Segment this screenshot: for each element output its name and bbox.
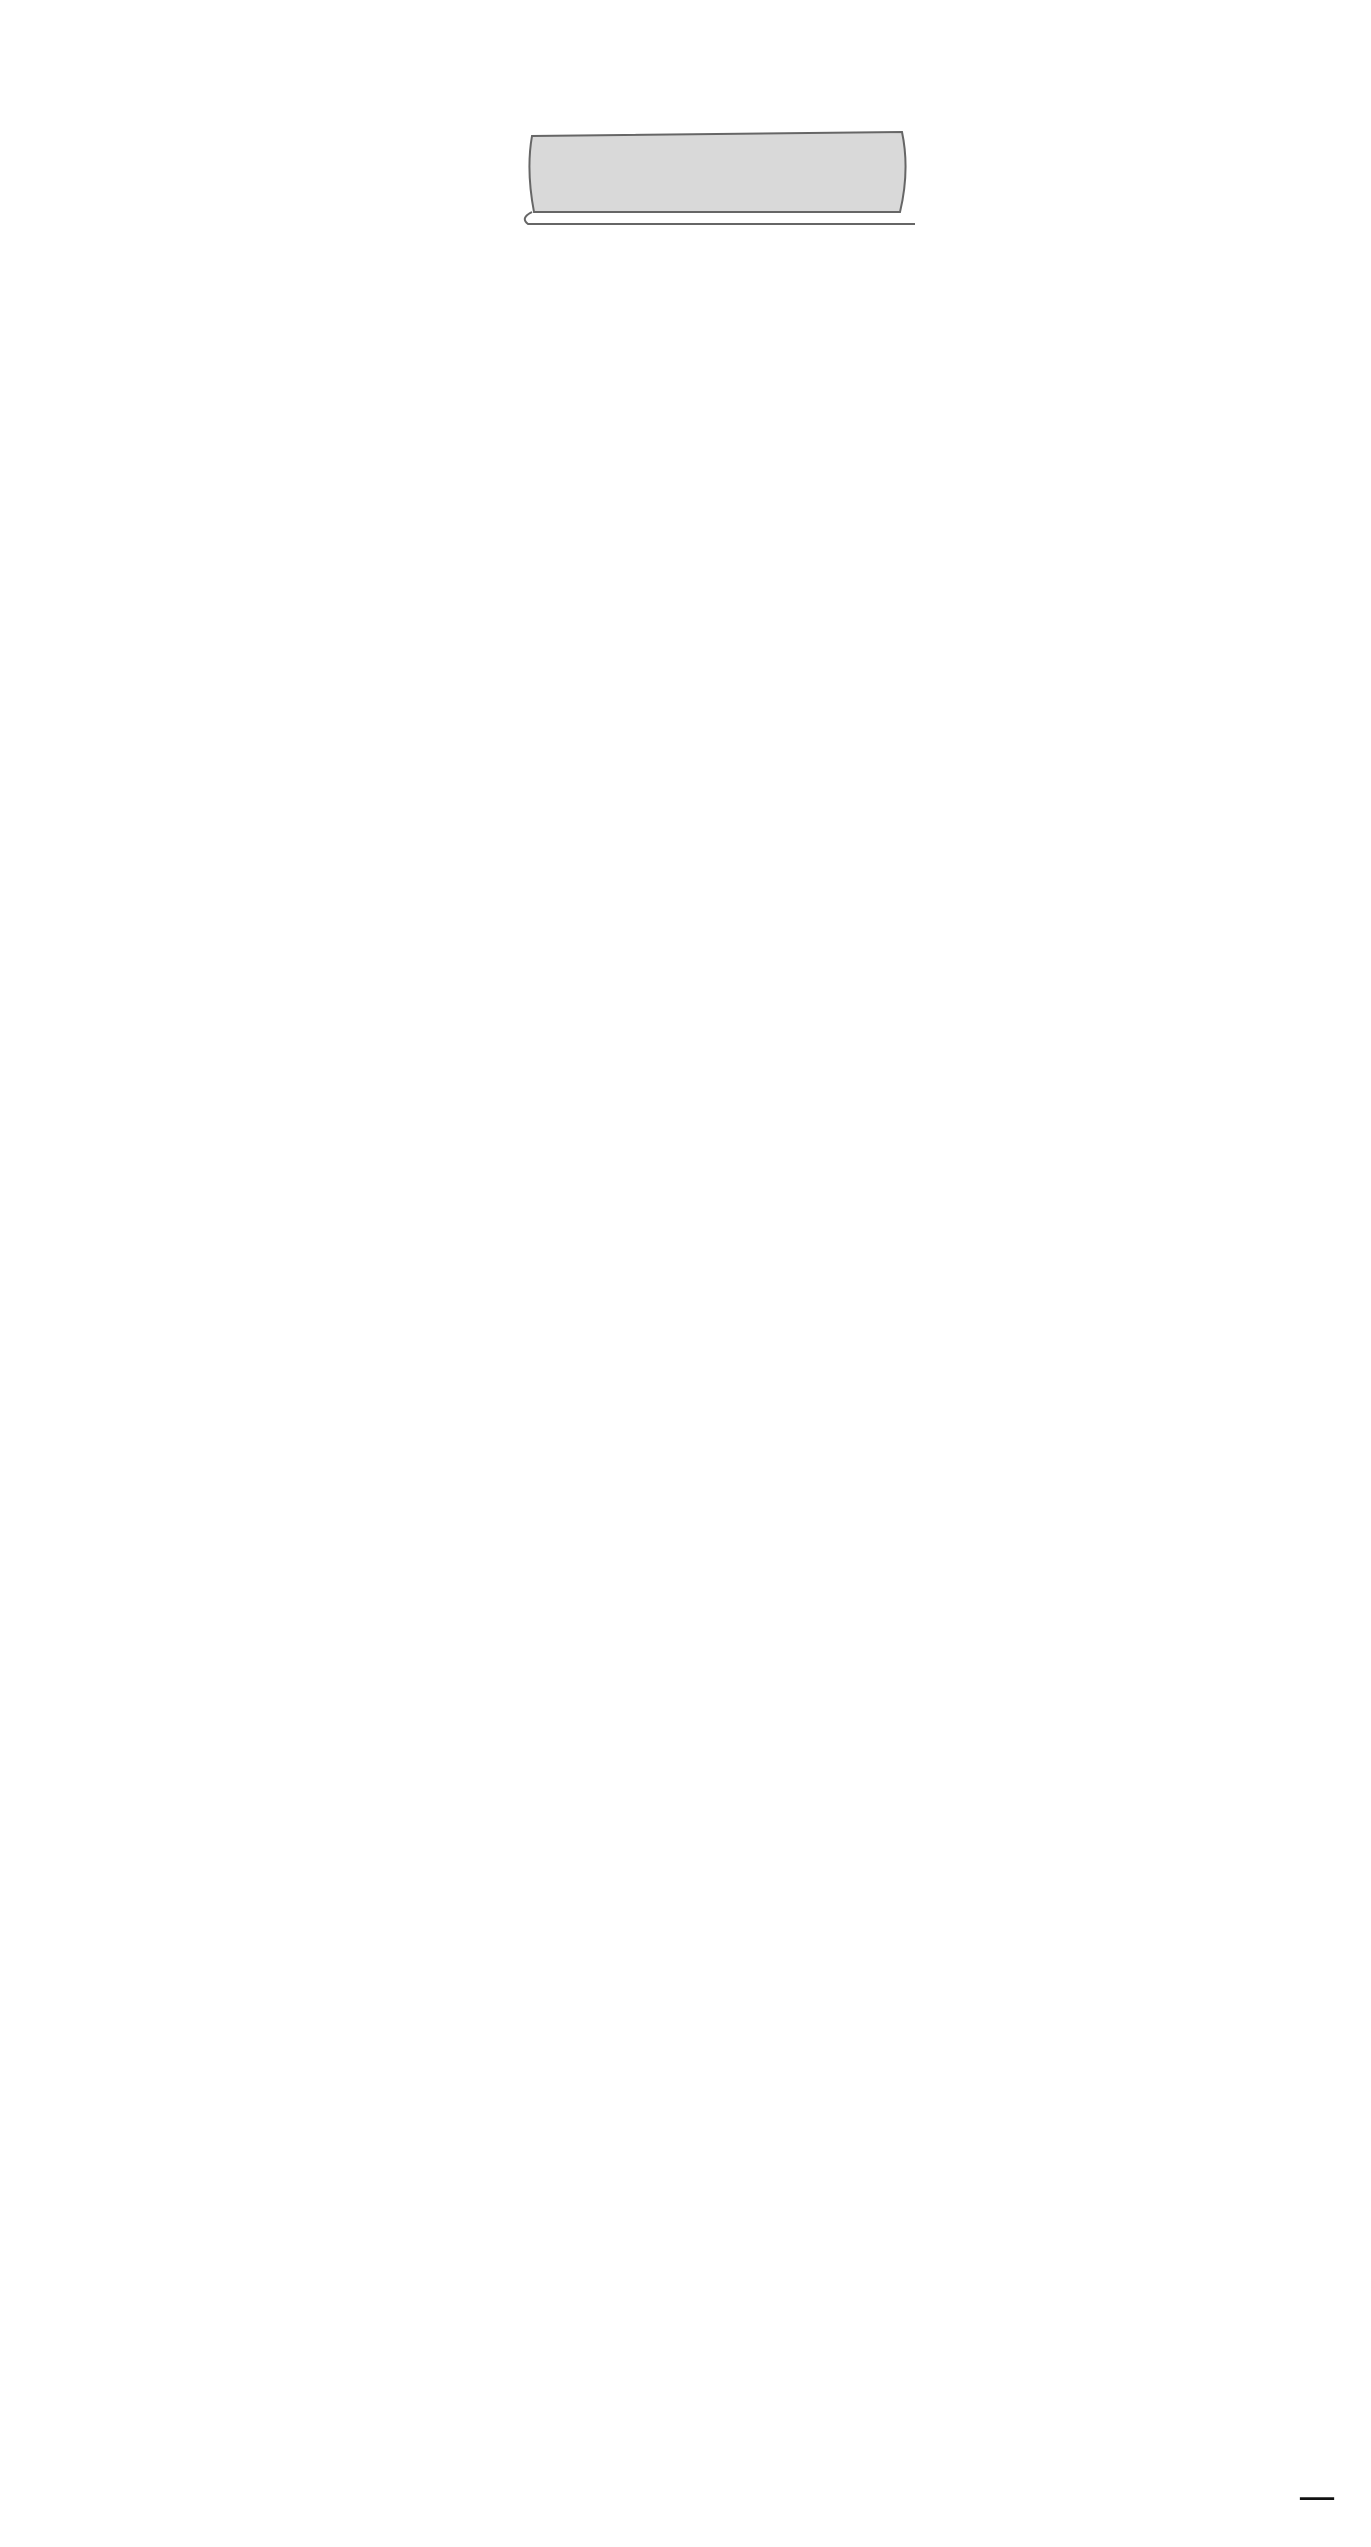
page-number: — (1298, 2474, 1336, 2518)
banner-title (520, 118, 915, 222)
answer-banner (520, 118, 915, 228)
day2-title (0, 1478, 1371, 1518)
day1-title (0, 432, 1371, 472)
